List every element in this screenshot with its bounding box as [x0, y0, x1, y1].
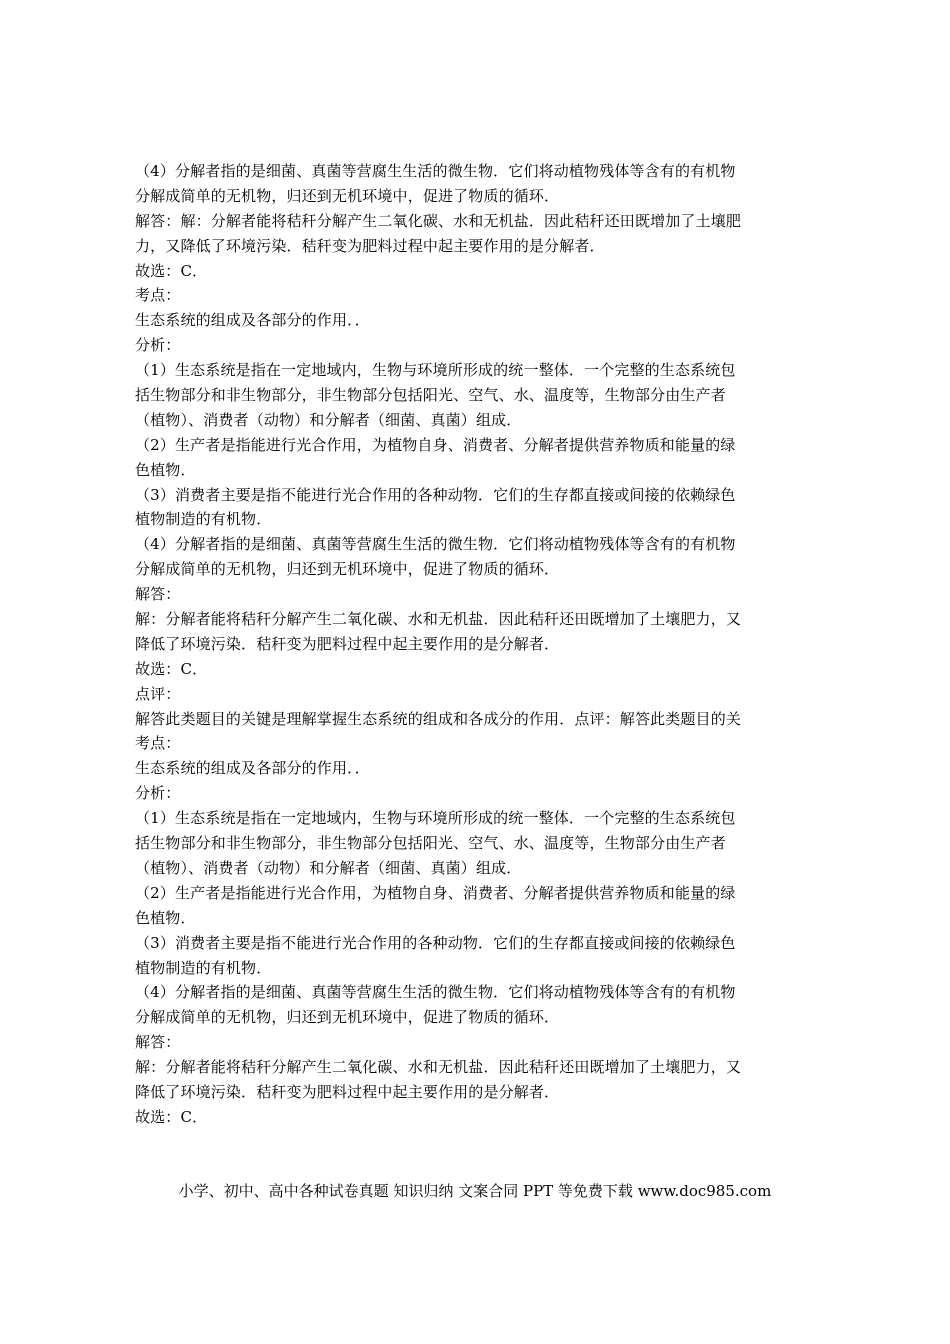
text-line: 解答此类题目的关键是理解掌握生态系统的组成和各成分的作用．点评：解答此类题目的关 [135, 709, 742, 728]
text-line: 色植物． [135, 908, 196, 927]
section-heading: 解答： [135, 585, 181, 604]
text-line: 分解成简单的无机物，归还到无机环境中，促进了物质的循环． [135, 560, 560, 579]
section-heading: 考点： [135, 734, 181, 753]
text-line: 色植物． [135, 460, 196, 479]
section-heading: 解答： [135, 1033, 181, 1052]
section-heading: 点评： [135, 684, 181, 703]
text-line: （3）消费者主要是指不能进行光合作用的各种动物．它们的生存都直接或间接的依赖绿色 [135, 485, 736, 504]
text-line: （4）分解者指的是细菌、真菌等营腐生生活的微生物．它们将动植物残体等含有的有机物 [135, 983, 736, 1002]
text-line: （3）消费者主要是指不能进行光合作用的各种动物．它们的生存都直接或间接的依赖绿色 [135, 933, 736, 952]
text-line: （2）生产者是指能进行光合作用，为植物自身、消费者、分解者提供营养物质和能量的绿 [135, 435, 736, 454]
text-line: 括生物部分和非生物部分，非生物部分包括阳光、空气、水、温度等，生物部分由生产者 [135, 386, 726, 405]
text-line: （1）生态系统是指在一定地域内，生物与环境所形成的统一整体．一个完整的生态系统包 [135, 361, 736, 380]
text-line: 分解成简单的无机物，归还到无机环境中，促进了物质的循环． [135, 1008, 560, 1027]
text-line: 降低了环境污染．秸秆变为肥料过程中起主要作用的是分解者． [135, 1082, 560, 1101]
text-line: （4）分解者指的是细菌、真菌等营腐生生活的微生物．它们将动植物残体等含有的有机物 [135, 162, 736, 180]
text-line: 植物制造的有机物． [135, 510, 272, 529]
text-line: 分解成简单的无机物，归还到无机环境中，促进了物质的循环． [135, 186, 560, 205]
text-line: 降低了环境污染．秸秆变为肥料过程中起主要作用的是分解者． [135, 634, 560, 653]
section-heading: 分析： [135, 784, 181, 803]
text-line: 生态系统的组成及各部分的作用．． [135, 759, 370, 778]
text-line: （2）生产者是指能进行光合作用，为植物自身、消费者、分解者提供营养物质和能量的绿 [135, 883, 736, 902]
text-line: 力，又降低了环境污染．秸秆变为肥料过程中起主要作用的是分解者． [135, 236, 605, 255]
text-line: 解：分解者能将秸秆分解产生二氧化碳、水和无机盐．因此秸秆还田既增加了土壤肥力，又 [135, 1058, 742, 1077]
text-line: 故选：C． [135, 659, 208, 678]
text-line: （4）分解者指的是细菌、真菌等营腐生生活的微生物．它们将动植物残体等含有的有机物 [135, 535, 736, 554]
text-line: 解答：解：分解者能将秸秆分解产生二氧化碳、水和无机盐．因此秸秆还田既增加了土壤肥 [135, 211, 742, 230]
document-body [135, 159, 815, 1130]
text-line: 解：分解者能将秸秆分解产生二氧化碳、水和无机盐．因此秸秆还田既增加了土壤肥力，又 [135, 610, 742, 629]
page-footer: 小学、初中、高中各种试卷真题 知识归纳 文案合同 PPT 等免费下载 www.doc985.com [178, 1182, 772, 1200]
section-heading: 考点： [135, 286, 181, 305]
section-heading: 分析： [135, 336, 181, 355]
text-line: 植物制造的有机物． [135, 958, 272, 977]
text-line: （植物）、消费者（动物）和分解者（细菌、真菌）组成． [135, 858, 522, 877]
text-line: （1）生态系统是指在一定地域内，生物与环境所形成的统一整体．一个完整的生态系统包 [135, 809, 736, 828]
text-line: （植物）、消费者（动物）和分解者（细菌、真菌）组成． [135, 410, 522, 429]
text-line: 故选：C． [135, 1107, 208, 1126]
text-line: 生态系统的组成及各部分的作用．． [135, 311, 370, 330]
text-line: 故选：C． [135, 261, 208, 280]
text-line: 括生物部分和非生物部分，非生物部分包括阳光、空气、水、温度等，生物部分由生产者 [135, 834, 726, 853]
